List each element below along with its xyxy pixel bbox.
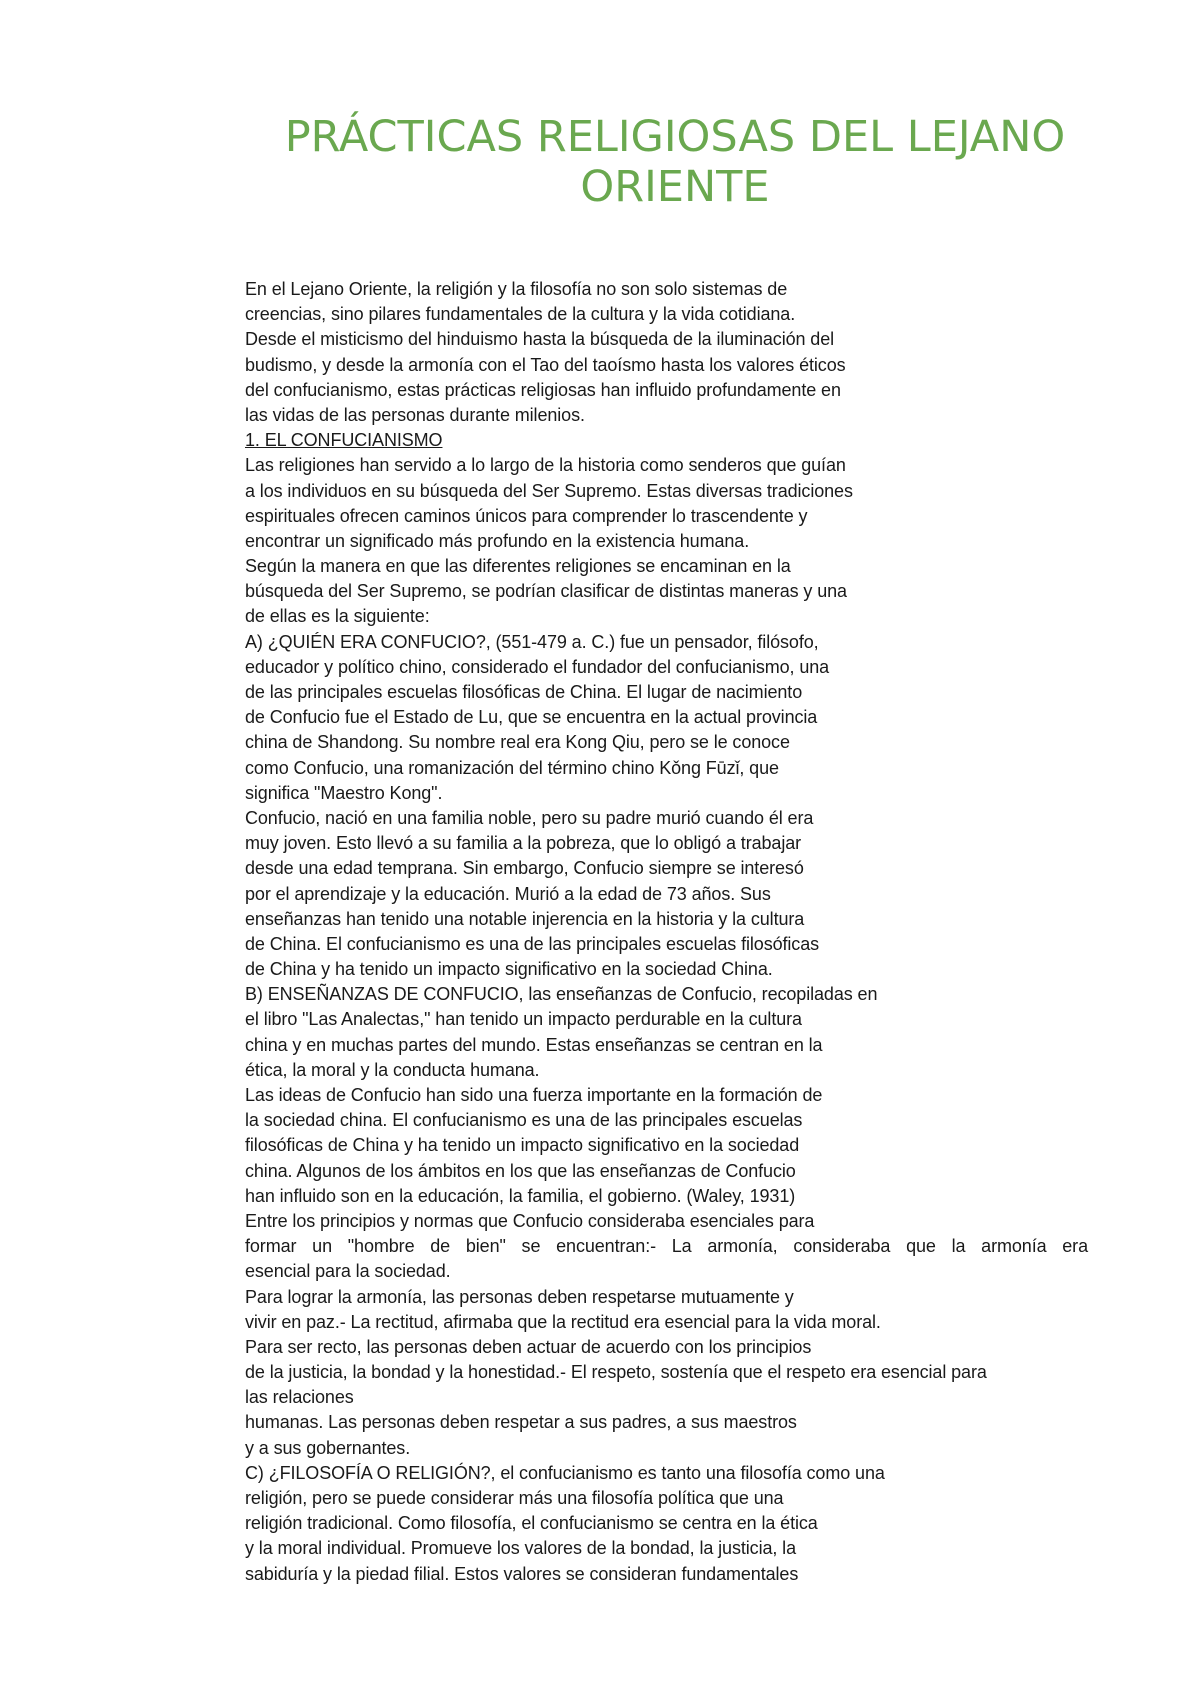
text-line: el libro "Las Analectas," han tenido un impacto perdurable en la cultura bbox=[245, 1009, 802, 1030]
text-line: espirituales ofrecen caminos únicos para comprender lo trascendente y bbox=[245, 505, 808, 526]
text-line: Para lograr la armonía, las personas deben respetarse mutuamente y bbox=[245, 1286, 794, 1307]
text-line: de ellas es la siguiente: bbox=[245, 606, 430, 627]
title-line-2: ORIENTE bbox=[580, 162, 770, 212]
text-line: muy joven. Esto llevó a su familia a la pobreza, que lo obligó a trabajar bbox=[245, 833, 802, 854]
text-line: han influido son en la educación, la familia, el gobierno. (Waley, 1931) bbox=[245, 1185, 796, 1206]
text-line: Desde el misticismo del hinduismo hasta la búsqueda de la iluminación del bbox=[245, 329, 835, 350]
text-line: vivir en paz.- La rectitud, afirmaba que la rectitud era esencial para la vida moral. bbox=[245, 1311, 881, 1332]
text-line: la sociedad china. El confucianismo es una de las principales escuelas bbox=[245, 1110, 803, 1131]
title-line-1: PRÁCTICAS RELIGIOSAS DEL LEJANO bbox=[284, 112, 1066, 162]
text-line: y la moral individual. Promueve los valores de la bondad, la justicia, la bbox=[245, 1538, 796, 1559]
text-line: las vidas de las personas durante milenios. bbox=[245, 404, 585, 425]
text-line: Las religiones han servido a lo largo de la historia como senderos que guían bbox=[245, 455, 846, 476]
section-heading-confucianismo: 1. EL CONFUCIANISMO bbox=[245, 430, 443, 451]
text-line: desde una edad temprana. Sin embargo, Confucio siempre se interesó bbox=[245, 858, 804, 879]
text-line: educador y político chino, considerado el fundador del confucianismo, una bbox=[245, 656, 830, 677]
text-line: enseñanzas han tenido una notable injerencia en la historia y la cultura bbox=[245, 908, 805, 929]
text-line: de la justicia, la bondad y la honestidad.- El respeto, sostenía que el respeto era esencial para bbox=[245, 1362, 987, 1383]
document-title bbox=[200, 112, 1150, 212]
text-line: B) ENSEÑANZAS DE CONFUCIO, las enseñanzas de Confucio, recopiladas en bbox=[245, 984, 878, 1005]
text-line: china y en muchas partes del mundo. Estas enseñanzas se centran en la bbox=[245, 1034, 823, 1055]
text-line: Entre los principios y normas que Confucio consideraba esenciales para bbox=[245, 1210, 815, 1231]
text-line: las relaciones bbox=[245, 1387, 354, 1408]
text-line: búsqueda del Ser Supremo, se podrían clasificar de distintas maneras y una bbox=[245, 581, 847, 602]
text-line: En el Lejano Oriente, la religión y la filosofía no son solo sistemas de bbox=[245, 279, 788, 299]
text-line: significa "Maestro Kong". bbox=[245, 782, 443, 803]
text-line: C) ¿FILOSOFÍA O RELIGIÓN?, el confucianismo es tanto una filosofía como una bbox=[245, 1462, 885, 1483]
text-line: religión, pero se puede considerar más una filosofía política que una bbox=[245, 1488, 784, 1508]
text-line: creencias, sino pilares fundamentales de la cultura y la vida cotidiana. bbox=[245, 304, 796, 325]
text-line: de China. El confucianismo es una de las principales escuelas filosóficas bbox=[245, 933, 820, 954]
text-line: como Confucio, una romanización del término chino Kǒng Fūzǐ, que bbox=[245, 757, 779, 778]
text-line: A) ¿QUIÉN ERA CONFUCIO?, (551-479 a. C.) fue un pensador, filósofo, bbox=[245, 631, 819, 652]
text-line: de las principales escuelas filosóficas de China. El lugar de nacimiento bbox=[245, 682, 803, 702]
document-body bbox=[245, 277, 1125, 1587]
text-line: Las ideas de Confucio han sido una fuerza importante en la formación de bbox=[245, 1085, 823, 1105]
text-line: filosóficas de China y ha tenido un impacto significativo en la sociedad bbox=[245, 1135, 800, 1156]
text-line: encontrar un significado más profundo en la existencia humana. bbox=[245, 530, 750, 551]
text-line: china. Algunos de los ámbitos en los que las enseñanzas de Confucio bbox=[245, 1160, 796, 1181]
text-line: de China y ha tenido un impacto significativo en la sociedad China. bbox=[245, 959, 773, 980]
text-line: Según la manera en que las diferentes religiones se encaminan en la bbox=[245, 556, 791, 577]
text-line: sabiduría y la piedad filial. Estos valores se consideran fundamentales bbox=[245, 1563, 799, 1584]
text-line: budismo, y desde la armonía con el Tao del taoísmo hasta los valores éticos bbox=[245, 354, 846, 375]
text-line: esencial para la sociedad. bbox=[245, 1261, 451, 1282]
text-line: religión tradicional. Como filosofía, el confucianismo se centra en la ética bbox=[245, 1513, 818, 1534]
text-line: Para ser recto, las personas deben actuar de acuerdo con los principios bbox=[245, 1336, 812, 1357]
text-line: de Confucio fue el Estado de Lu, que se encuentra en la actual provincia bbox=[245, 707, 818, 728]
text-line: y a sus gobernantes. bbox=[245, 1437, 411, 1458]
text-line: por el aprendizaje y la educación. Murió a la edad de 73 años. Sus bbox=[245, 883, 771, 904]
text-line: humanas. Las personas deben respetar a sus padres, a sus maestros bbox=[245, 1412, 797, 1433]
text-line: china de Shandong. Su nombre real era Kong Qiu, pero se le conoce bbox=[245, 732, 790, 753]
text-line: ética, la moral y la conducta humana. bbox=[245, 1059, 540, 1080]
text-line-justified: formar un "hombre de bien" se encuentran:- La armonía, consideraba que la armonía era bbox=[245, 1236, 1088, 1257]
text-line: a los individuos en su búsqueda del Ser Supremo. Estas diversas tradiciones bbox=[245, 480, 853, 501]
text-line: del confucianismo, estas prácticas religiosas han influido profundamente en bbox=[245, 379, 841, 400]
text-line: Confucio, nació en una familia noble, pero su padre murió cuando él era bbox=[245, 807, 814, 828]
